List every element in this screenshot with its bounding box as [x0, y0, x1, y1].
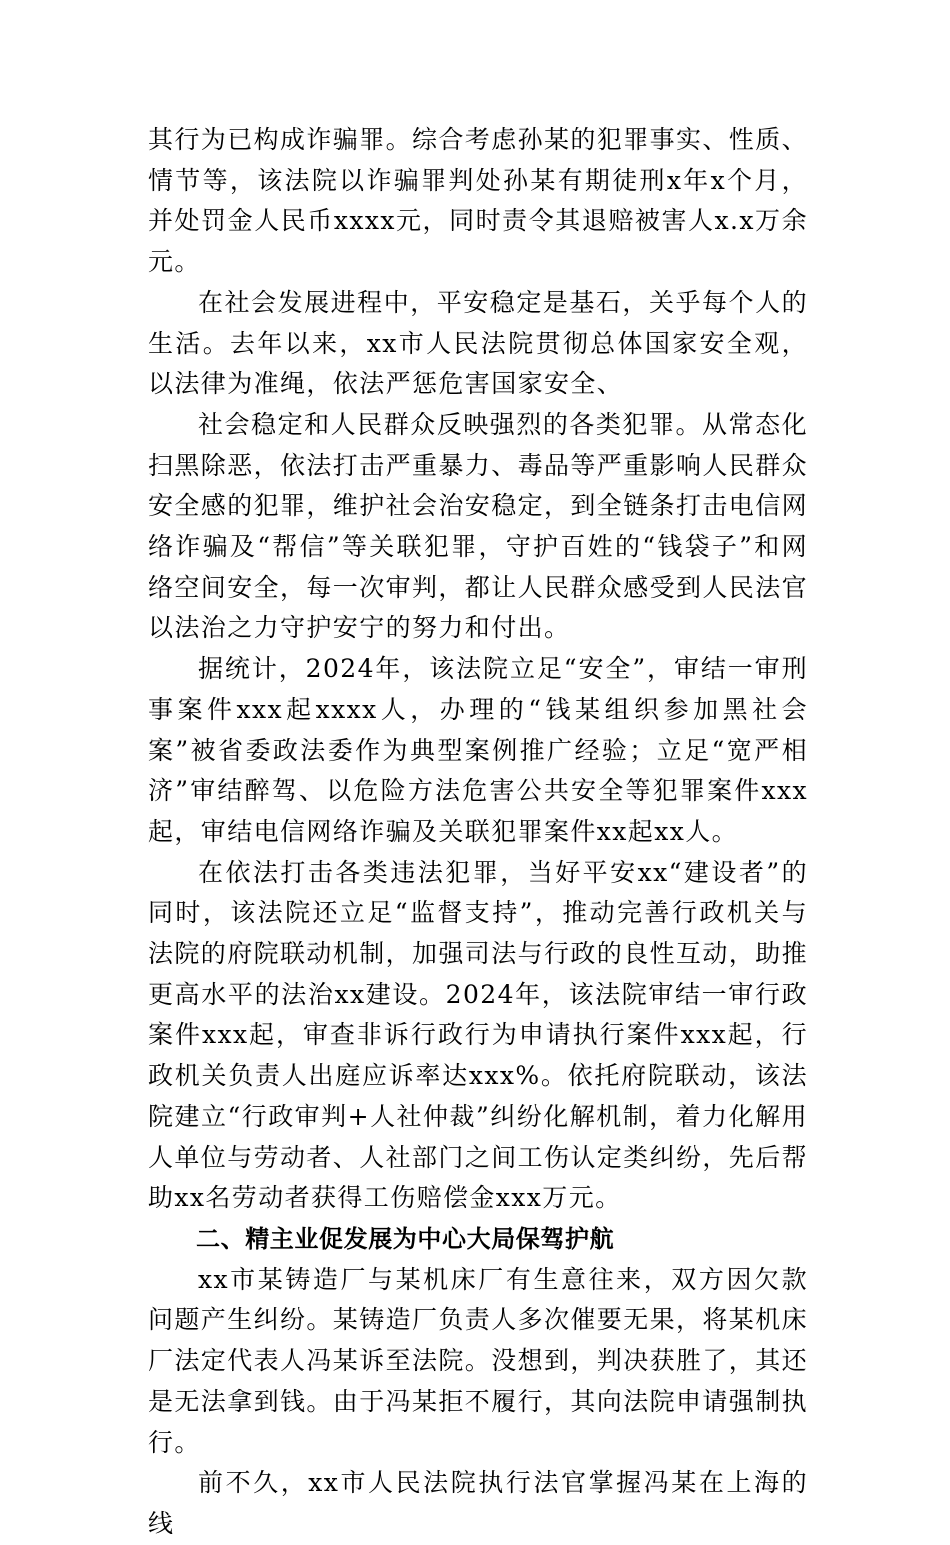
paragraph-enforcement: 前不久，xx市人民法院执行法官掌握冯某在上海的线: [148, 1468, 808, 1538]
paragraph-statistics: 据统计，2024年，该法院立足“安全”，审结一审刑事案件xxx起xxxx人，办理的“钱某组织参加黑社会案”被省委政法委作为典型案例推广经验；立足“宽严相济”审结醉驾、以危险方法危害公共安全等犯罪案件xxx起，审结电信网络诈骗及关联犯罪案件xx起xx人。: [148, 654, 808, 846]
paragraph-administrative-cases: 在依法打击各类违法犯罪，当好平安xx“建设者”的同时，该法院还立足“监督支持”，推动完善行政机关与法院的府院联动机制，加强司法与行政的良性互动，助推更高水平的法治xx建设。2024年，该法院审结一审行政案件xxx起，审查非诉行政行为申请执行案件xxx起，行政机关负责人出庭应诉率达xxx%。依托府院联动，该法院建立“行政审判+人社仲裁”纠纷化解机制，着力化解用人单位与劳动者、人社部门之间工伤认定类纠纷，先后帮助xx名劳动者获得工伤赔偿金xxx万元。: [148, 857, 809, 1213]
section-heading: 二、精主业促发展为中心大局保驾护航: [196, 1224, 615, 1253]
paragraph-social-stability: 在社会发展进程中，平安稳定是基石，关乎每个人的生活。去年以来，xx市人民法院贯彻总体国家安全观，以法律为准绳，依法严惩危害国家安全、: [148, 287, 808, 399]
paragraph-factory-dispute: xx市某铸造厂与某机床厂有生意往来，双方因欠款问题产生纠纷。某铸造厂负责人多次催要无果，将某机床厂法定代表人冯某诉至法院。没想到，判决获胜了，其还是无法拿到钱。由于冯某拒不履行，其向法院申请强制执行。: [148, 1264, 809, 1457]
paragraph-verdict: 其行为已构成诈骗罪。综合考虑孙某的犯罪事实、性质、情节等，该法院以诈骗罪判处孙某有期徒刑x年x个月，并处罚金人民币xxxx元，同时责令其退赔被害人x.x万余元。: [148, 125, 809, 277]
paragraph-crime-crackdown: 社会稳定和人民群众反映强烈的各类犯罪。从常态化扫黑除恶，依法打击严重暴力、毒品等严重影响人民群众安全感的犯罪，维护社会治安稳定，到全链条打击电信网络诈骗及“帮信”等关联犯罪，守护百姓的“钱袋子”和网络空间安全，每一次审判，都让人民群众感受到人民法官以法治之力守护安宁的努力和付出。: [148, 409, 809, 643]
document-body: [148, 120, 808, 1545]
